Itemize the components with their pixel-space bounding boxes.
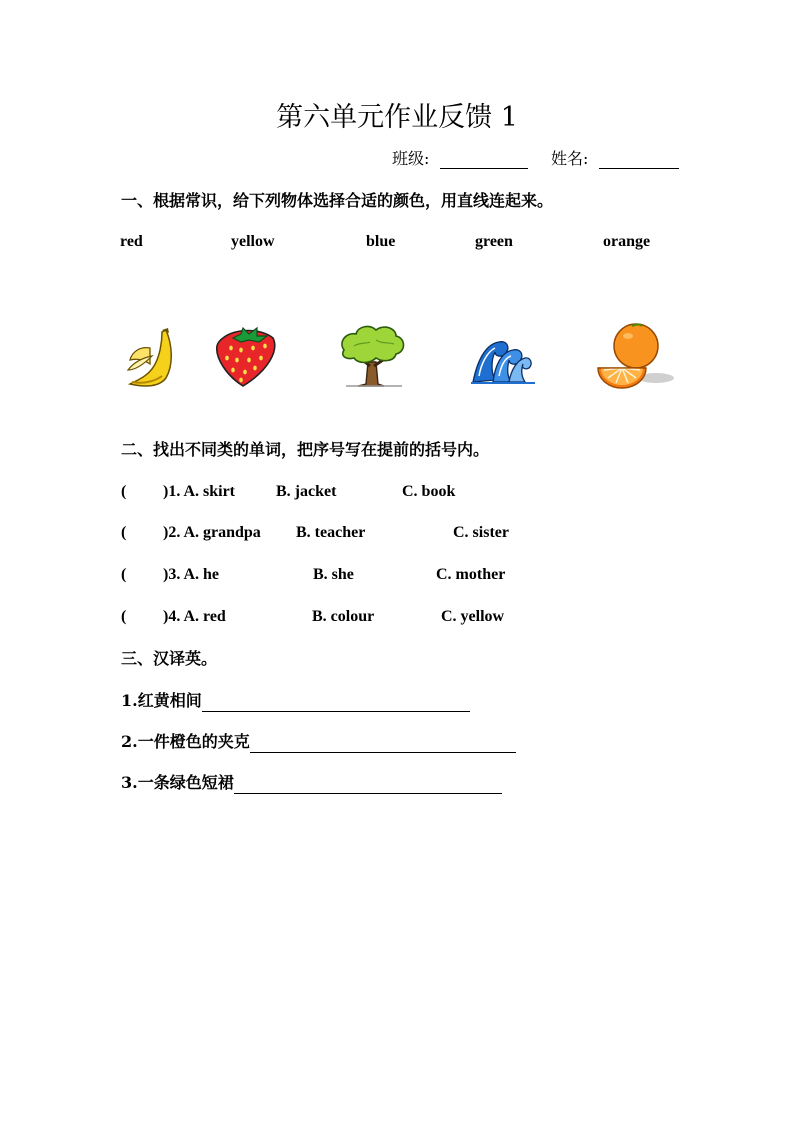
- translation-item: [121, 772, 502, 794]
- answer-line[interactable]: [250, 736, 516, 753]
- question-option-a: )4. A. red: [163, 608, 226, 625]
- question-option-b: B. she: [313, 566, 354, 583]
- answer-bracket[interactable]: (: [121, 483, 127, 500]
- answer-bracket[interactable]: (: [121, 608, 127, 625]
- section3-heading: 三、汉译英。: [121, 649, 218, 668]
- answer-bracket[interactable]: (: [121, 566, 127, 583]
- tree-icon: [336, 322, 408, 390]
- wave-icon: [471, 336, 535, 386]
- translation-prompt: 2.一件橙色的夹克: [121, 732, 250, 751]
- color-word-yellow: yellow: [231, 233, 275, 250]
- answer-bracket[interactable]: (: [121, 524, 127, 541]
- color-word-red: red: [120, 233, 143, 250]
- question-option-b: B. jacket: [276, 483, 337, 500]
- color-word-green: green: [475, 233, 513, 250]
- section1-heading: 一、根据常识，给下列物体选择合适的颜色，用直线连起来。: [121, 191, 554, 210]
- class-label: 班级:: [392, 149, 430, 168]
- question-option-a: )3. A. he: [163, 566, 219, 583]
- question-option-c: C. mother: [436, 566, 506, 583]
- question-option-a: )1. A. skirt: [163, 483, 235, 500]
- question-option-c: C. sister: [453, 524, 509, 541]
- color-word-orange: orange: [603, 233, 651, 250]
- orange-fruit-icon: [596, 320, 676, 390]
- strawberry-icon: [213, 324, 279, 388]
- answer-line[interactable]: [202, 695, 470, 712]
- color-word-blue: blue: [366, 233, 396, 250]
- question-option-b: B. teacher: [296, 524, 366, 541]
- translation-prompt: 3.一条绿色短裙: [121, 773, 234, 792]
- name-label: 姓名:: [551, 149, 589, 168]
- translation-item: [121, 731, 516, 753]
- translation-prompt: 1.红黄相间: [121, 691, 202, 710]
- answer-line[interactable]: [234, 777, 502, 794]
- question-option-b: B. colour: [312, 608, 375, 625]
- name-blank[interactable]: [599, 150, 679, 169]
- class-blank[interactable]: [440, 150, 528, 169]
- question-option-a: )2. A. grandpa: [163, 524, 261, 541]
- translation-item: [121, 690, 470, 712]
- page-title: 第六单元作业反馈 1: [276, 102, 518, 133]
- section2-heading: 二、找出不同类的单词，把序号写在提前的括号内。: [121, 440, 490, 459]
- banana-icon: [122, 326, 178, 390]
- question-option-c: C. yellow: [441, 608, 505, 625]
- question-option-c: C. book: [402, 483, 456, 500]
